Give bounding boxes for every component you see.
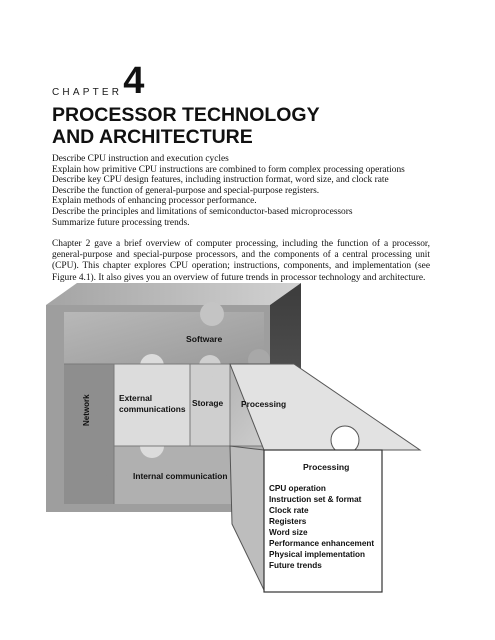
objective-item: Describe CPU instruction and execution cycles — [52, 154, 229, 164]
software-label: Software — [186, 334, 223, 344]
callout-item: Word size — [269, 528, 308, 537]
callout-item: Performance enhancement — [269, 539, 375, 548]
objective-item: Summarize future processing trends. — [52, 217, 190, 228]
callout-item: Physical implementation — [269, 550, 366, 559]
internal-comm-label: Internal communication — [133, 471, 228, 481]
network-label: Network — [82, 394, 91, 426]
puzzle-knob — [199, 355, 221, 377]
puzzle-knob — [200, 302, 224, 326]
intro-paragraph: Chapter 2 gave a brief overview of computer processing, including the function of a processor, general-purpose and special-purpose processors, and the components of a central processing unit (CPU). This chapter explores CPU operation; instructions, components, and implementation (see Figure 4.1). It also gives you an overview of future trends in processor technology and architecture. — [52, 239, 430, 283]
objective-item: Describe the function of general-purpose and special-purpose registers. — [52, 185, 320, 196]
callout-title: Processing — [303, 462, 350, 472]
objective-item: Explain methods of enhancing processor performance. — [52, 196, 257, 207]
software-piece — [64, 312, 264, 364]
callout-item: CPU operation — [269, 484, 326, 493]
callout-item: Clock rate — [269, 506, 309, 515]
zoom-band-lower — [230, 446, 264, 590]
callout-item: Future trends — [269, 561, 322, 570]
storage-label: Storage — [192, 398, 224, 408]
external-label-line2: communications — [119, 404, 186, 414]
title-line-2: AND ARCHITECTURE — [52, 126, 253, 148]
title-line-1: PROCESSOR TECHNOLOGY — [52, 104, 320, 126]
chapter-word: CHAPTER — [52, 87, 123, 98]
objective-item: Explain how primitive CPU instructions are combined to form complex processing operations — [52, 164, 405, 175]
slab-top-face — [46, 283, 301, 305]
external-label-line1: External — [119, 393, 153, 403]
chapter-number: 4 — [123, 60, 145, 102]
callout-item: Instruction set & format — [269, 495, 362, 504]
processing-label: Processing — [241, 399, 287, 409]
network-piece — [64, 364, 114, 504]
objective-item: Describe the principles and limitations of semiconductor-based microprocessors — [52, 206, 353, 217]
puzzle-knob — [140, 354, 164, 378]
objective-item: Describe key CPU design features, including instruction format, word size, and clock rate — [52, 175, 389, 186]
callout-item: Registers — [269, 517, 307, 526]
